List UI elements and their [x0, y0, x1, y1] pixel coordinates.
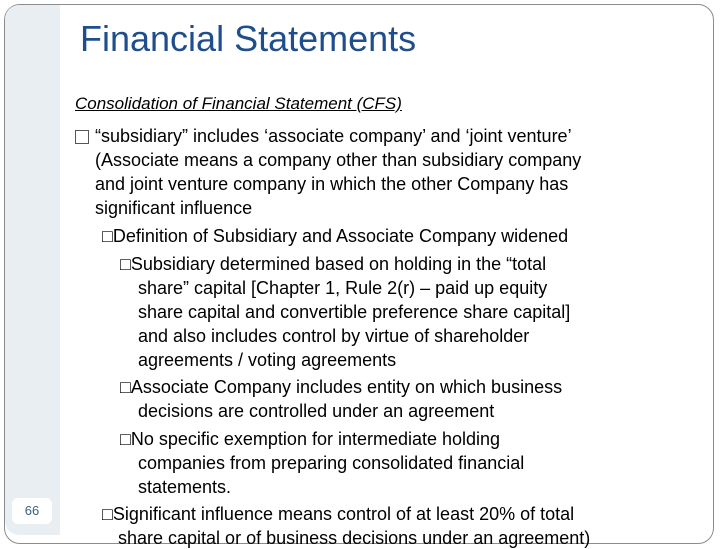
- list-item: [138, 452, 524, 474]
- list-item: [75, 125, 572, 147]
- list-item-text: share capital or of business decisions under an agreement): [118, 528, 591, 548]
- list-item: [118, 527, 590, 549]
- list-item: [138, 325, 529, 347]
- list-item: [95, 149, 581, 171]
- list-item: [120, 428, 500, 450]
- list-item-text: Associate Company includes entity on which business: [130, 377, 563, 397]
- list-item-text: (Associate means a company other than subsidiary company: [95, 150, 582, 170]
- list-item: [138, 277, 547, 299]
- list-item: [138, 476, 231, 498]
- list-item-text: companies from preparing consolidated financial: [138, 453, 525, 473]
- list-item-text: “subsidiary” includes ‘associate company’ and ‘joint venture’: [95, 126, 572, 146]
- list-item: [102, 503, 574, 525]
- list-item-text: and joint venture company in which the other Company has: [95, 174, 569, 194]
- page-number: 66: [12, 498, 52, 524]
- list-item-text: No specific exemption for intermediate holding: [130, 429, 501, 449]
- list-item-text: Subsidiary determined based on holding in the “total: [130, 254, 547, 274]
- list-item: [102, 225, 568, 247]
- list-item-text: share capital and convertible preference share capital]: [138, 302, 571, 322]
- bullet-icon: [75, 130, 89, 144]
- list-item: [138, 301, 570, 323]
- bullet-icon: □: [102, 226, 113, 246]
- list-item-text: decisions are controlled under an agreement: [138, 401, 495, 421]
- list-item-text: Definition of Subsidiary and Associate Company widened: [112, 226, 569, 246]
- list-item: [95, 173, 568, 195]
- list-item: [120, 376, 562, 398]
- bullet-icon: □: [120, 254, 131, 274]
- slide-sidebar: [5, 5, 60, 535]
- list-item-text: Significant influence means control of at least 20% of total: [112, 504, 575, 524]
- bullet-icon: □: [102, 504, 113, 524]
- bullet-icon: □: [120, 429, 131, 449]
- list-item-text: share” capital [Chapter 1, Rule 2(r) – paid up equity: [138, 278, 548, 298]
- list-item-text: significant influence: [95, 198, 253, 218]
- list-item: [138, 349, 396, 371]
- list-item-text: and also includes control by virtue of shareholder: [138, 326, 530, 346]
- list-item: [95, 197, 252, 219]
- slide-title: Financial Statements: [80, 18, 417, 59]
- list-item-text: statements.: [138, 477, 232, 497]
- list-item-text: agreements / voting agreements: [138, 350, 397, 370]
- bullet-icon: □: [120, 377, 131, 397]
- list-item: [138, 400, 494, 422]
- section-subtitle: Consolidation of Financial Statement (CFS): [75, 94, 402, 113]
- list-item: [120, 253, 546, 275]
